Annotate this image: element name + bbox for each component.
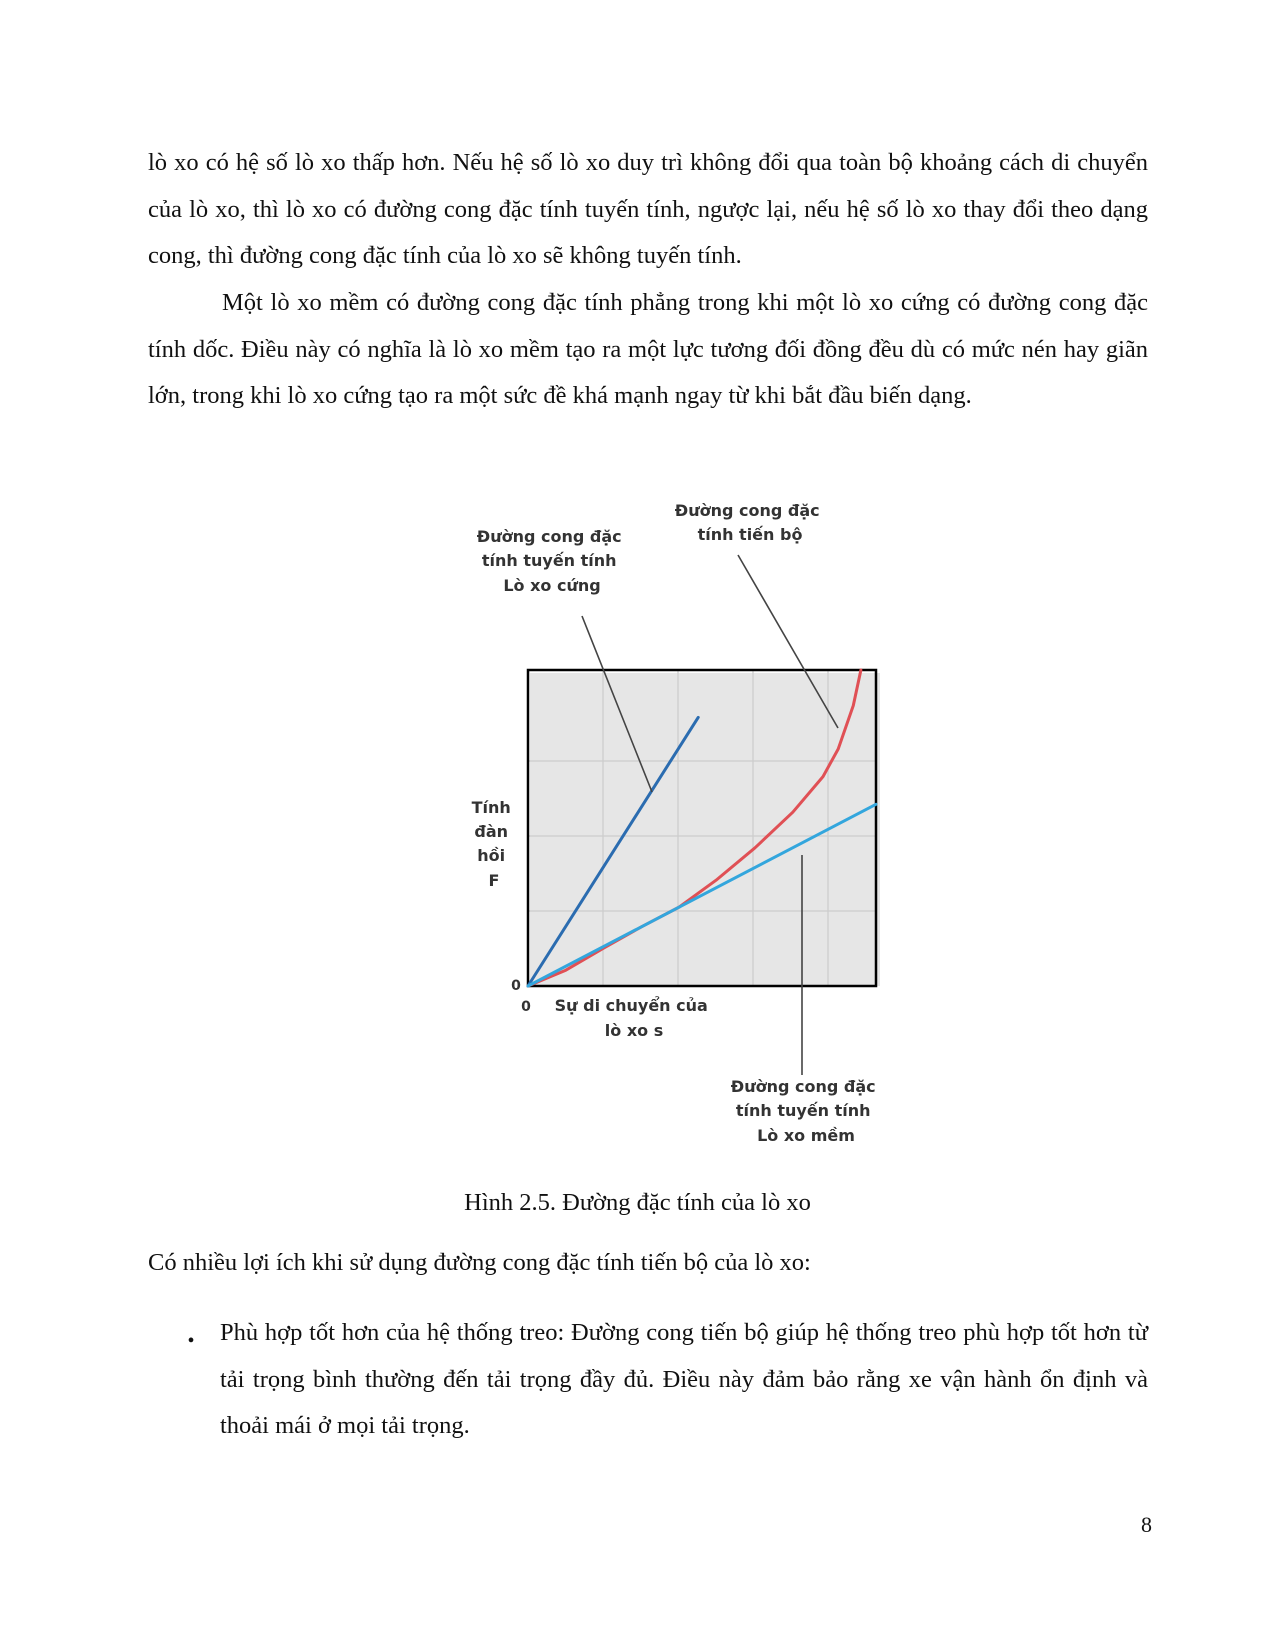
y-label-line-3: hồi — [477, 846, 506, 865]
paragraph-1: lò xo có hệ số lò xo thấp hơn. Nếu hệ số lò xo duy trì không đổi qua toàn bộ khoảng cách di chuyển của lò xo, thì lò xo có đường cong đặc tính tuyến tính, ngược lại, nếu hệ số lò xo thay đổi theo dạng cong, thì đường cong đặc tính của lò xo sẽ không tuyến tính. — [148, 149, 1148, 269]
annotation-soft-line-1: Đường cong đặc — [730, 1077, 876, 1096]
y-label-line-4: F — [488, 871, 500, 890]
annotation-progressive-line-1: Đường cong đặc — [674, 501, 820, 520]
y-origin-tick: 0 — [511, 978, 521, 994]
annotation-progressive — [675, 501, 825, 544]
figure-caption: Hình 2.5. Đường đặc tính của lò xo — [464, 1189, 811, 1216]
bullet-item-1: Phù hợp tốt hơn của hệ thống treo: Đường cong tiến bộ giúp hệ thống treo phù hợp tốt hơn từ tải trọng bình thường đến tải trọng đầy đủ. Điều này đảm bảo rằng xe vận hành ổn định và thoải mái ở mọi tải trọng. — [220, 1319, 1148, 1439]
x-origin-tick: 0 — [521, 999, 531, 1015]
annotation-progressive-line-2: tính tiến bộ — [697, 525, 803, 544]
annotation-soft-linear — [731, 1077, 881, 1145]
x-label-line-1: Sự di chuyển của — [554, 996, 708, 1015]
x-label-line-2: lò xo s — [604, 1021, 664, 1040]
y-label-line-1: Tính — [471, 798, 511, 817]
annotation-stiff-line-1: Đường cong đặc — [476, 527, 622, 546]
bullet-marker: • — [187, 1330, 195, 1352]
paragraph-3: Có nhiều lợi ích khi sử dụng đường cong đặc tính tiến bộ của lò xo: — [148, 1249, 811, 1276]
annotation-stiff-line-2: tính tuyến tính — [481, 551, 617, 570]
x-axis-label — [555, 996, 714, 1040]
annotation-stiff-line-3: Lò xo cứng — [503, 576, 601, 595]
paragraph-2: Một lò xo mềm có đường cong đặc tính phẳng trong khi một lò xo cứng có đường cong đặc tính dốc. Điều này có nghĩa là lò xo mềm tạo ra một lực tương đối đồng đều dù có mức nén hay giãn lớn, trong khi lò xo cứng tạo ra một sức đề khá mạnh ngay từ khi bắt đầu biến dạng. — [148, 289, 1148, 409]
annotation-stiff-linear — [477, 527, 627, 595]
annotation-soft-line-2: tính tuyến tính — [735, 1101, 871, 1120]
y-axis-label — [472, 798, 517, 890]
annotation-soft-line-3: Lò xo mềm — [757, 1126, 855, 1145]
page-number: 8 — [1141, 1512, 1152, 1537]
y-label-line-2: đàn — [474, 822, 509, 841]
